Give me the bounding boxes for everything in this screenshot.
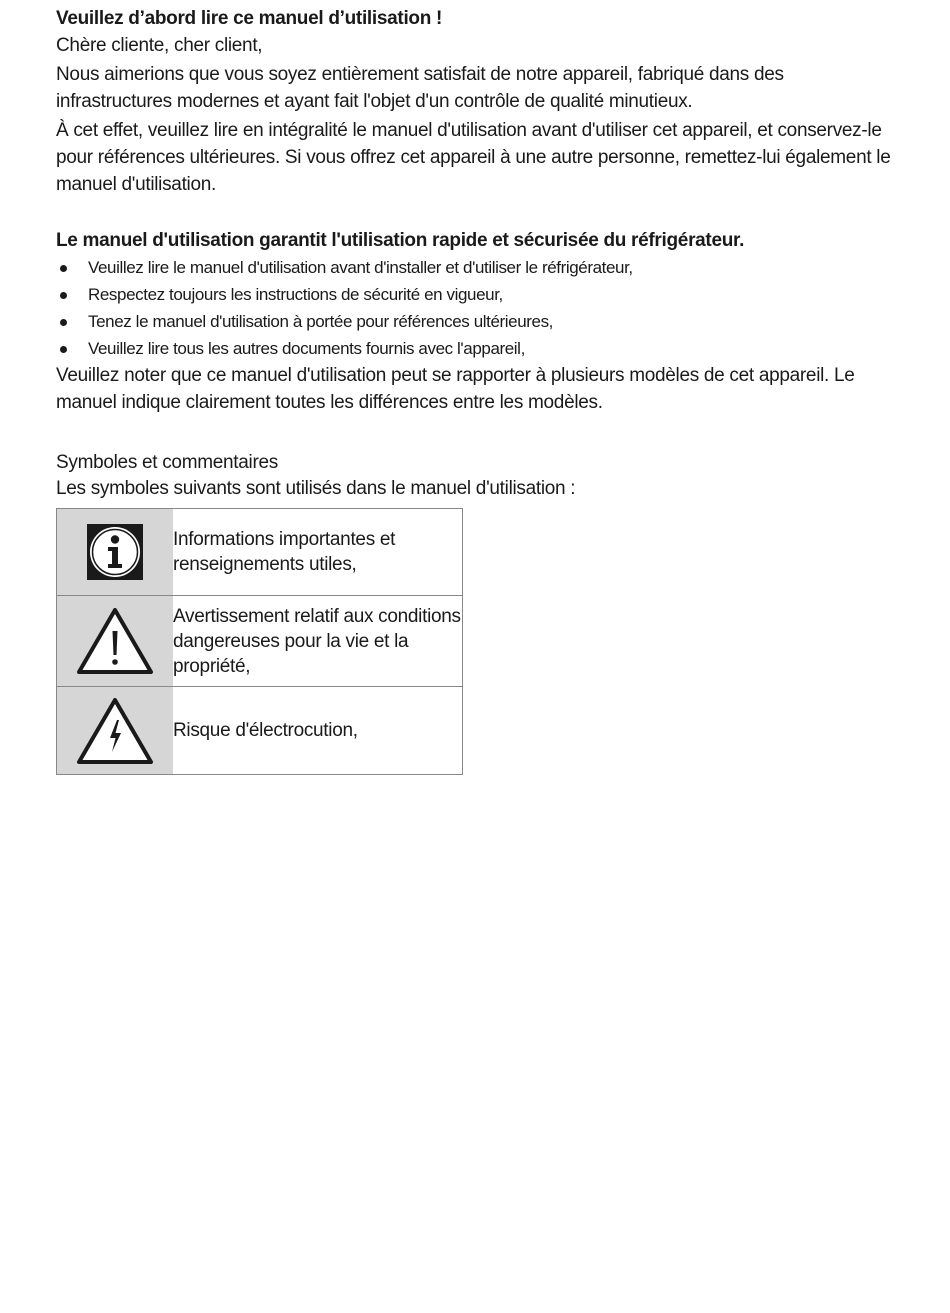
intro-paragraph-2: À cet effet, veuillez lire en intégralité le manuel d'utilisation avant d'utiliser cet appareil, et conservez-le pour références ultérieures. Si vous offrez cet appareil à une autre personne, remettez-lui également le manuel d'utilisation. <box>56 120 891 195</box>
info-icon <box>57 523 173 581</box>
models-note: Veuillez noter que ce manuel d'utilisation peut se rapporter à plusieurs modèles de cet appareil. Le manuel indique clairement toutes les différences entre les modèles. <box>56 365 855 413</box>
electric-shock-icon <box>57 697 173 765</box>
bullet-text: Tenez le manuel d'utilisation à portée pour références ultérieures, <box>88 312 554 331</box>
bullet-text: Veuillez lire tous les autres documents fournis avec l'appareil, <box>88 339 525 358</box>
symbols-heading: Symboles et commentaires <box>56 452 278 473</box>
bullet-text: Respectez toujours les instructions de sécurité en vigueur, <box>88 285 503 304</box>
bullet-text: Veuillez lire le manuel d'utilisation avant d'installer et d'utiliser le réfrigérateur, <box>88 258 633 277</box>
bullet-item <box>56 308 896 335</box>
bullet-item <box>56 335 896 362</box>
bullet-icon <box>60 346 67 353</box>
bullet-item <box>56 281 896 308</box>
symbol-icon-cell <box>57 596 174 687</box>
bullet-list <box>56 254 896 362</box>
bullet-icon <box>60 292 67 299</box>
manual-page <box>56 6 896 775</box>
symbol-icon-cell <box>57 509 174 596</box>
symbol-description: Avertissement relatif aux conditions dangereuses pour la vie et la propriété, <box>173 596 463 687</box>
bullet-icon <box>60 265 67 272</box>
symbol-description: Risque d'électrocution, <box>173 687 463 775</box>
symbol-row-warning <box>57 596 463 687</box>
symbols-table <box>56 508 463 775</box>
bullet-icon <box>60 319 67 326</box>
bullet-item <box>56 254 896 281</box>
greeting: Chère cliente, cher client, <box>56 35 263 56</box>
warning-icon <box>57 607 173 675</box>
symbol-icon-cell <box>57 687 174 775</box>
symbols-intro: Les symboles suivants sont utilisés dans le manuel d'utilisation : <box>56 478 576 499</box>
page-title: Veuillez d’abord lire ce manuel d’utilisation ! <box>56 8 443 29</box>
symbol-row-electric-shock <box>57 687 463 775</box>
intro-paragraph-1: Nous aimerions que vous soyez entièrement satisfait de notre appareil, fabriqué dans des infrastructures modernes et ayant fait l'objet d'un contrôle de qualité minutieux. <box>56 64 784 112</box>
symbol-row-info <box>57 509 463 596</box>
symbol-description: Informations importantes et renseignements utiles, <box>173 509 463 596</box>
section-title: Le manuel d'utilisation garantit l'utilisation rapide et sécurisée du réfrigérateur. <box>56 230 745 251</box>
